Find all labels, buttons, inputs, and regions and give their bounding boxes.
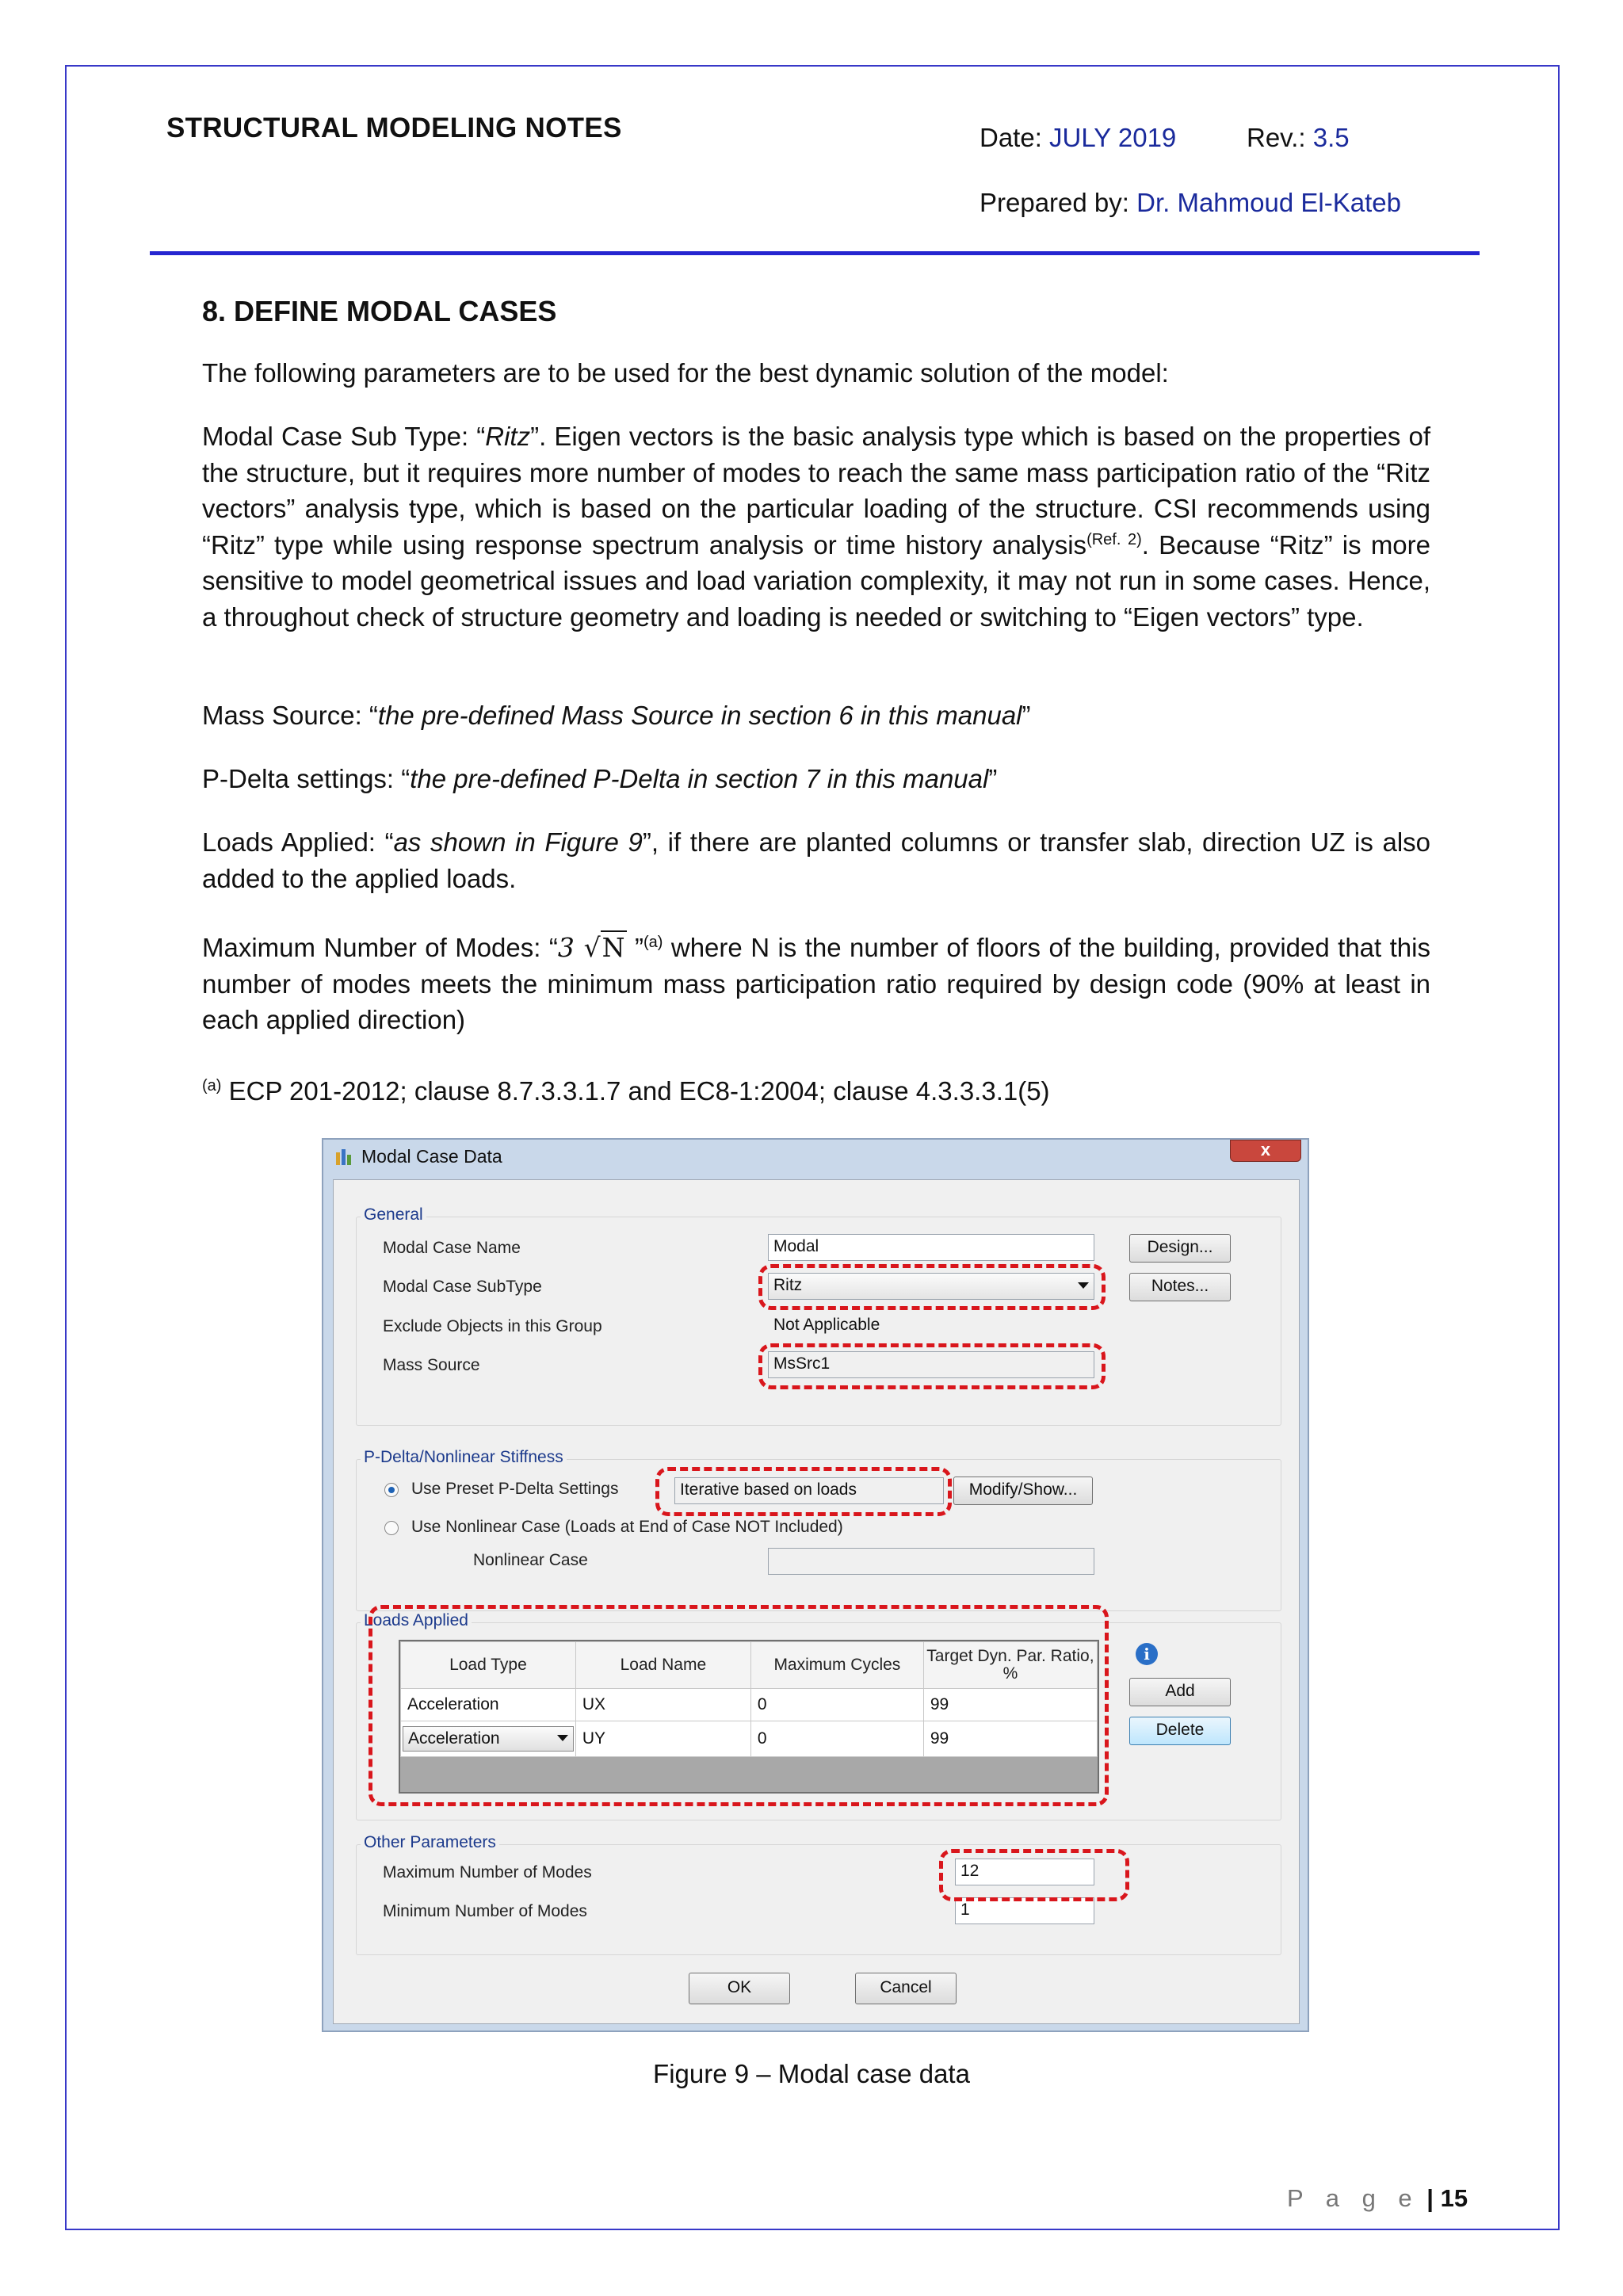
header-date: Date: JULY 2019 <box>980 123 1177 152</box>
modify-show-button[interactable]: Modify/Show... <box>953 1477 1093 1505</box>
pdelta-paragraph: P-Delta settings: “the pre-defined P-Delta in section 7 in this manual” <box>202 764 998 793</box>
preset-pdelta-label: Use Preset P-Delta Settings <box>411 1480 619 1498</box>
add-load-button[interactable]: Add <box>1129 1678 1231 1706</box>
nonlinear-case-label: Nonlinear Case <box>473 1551 588 1569</box>
preset-pdelta-value: Iterative based on loads <box>674 1477 944 1504</box>
modal-case-name-label: Modal Case Name <box>383 1239 521 1257</box>
col-target-ratio[interactable]: Target Dyn. Par. Ratio, % <box>923 1642 1097 1689</box>
nonlinear-case-radio[interactable] <box>384 1521 399 1535</box>
subtype-highlight <box>758 1264 1106 1310</box>
pdelta-group-label: P-Delta/Nonlinear Stiffness <box>361 1448 567 1467</box>
page-number: P a g e | 15 <box>1287 2184 1468 2212</box>
header-revision: Rev.: 3.5 <box>1247 123 1350 152</box>
subtype-paragraph: Modal Case Sub Type: “Ritz”. Eigen vectors is the basic analysis type which is based on the properties of the structure, but it requires more number of modes to reach the same mass participation ratio of the “Ritz vectors” analysis type, which is based on the particular loading of the structure. CSI recommends using “Ritz” type while using response spectrum analysis or time history analysis$^{(Ref. 2)}$. Because “Ritz” is more sensitive to model geometrical issues and load variation complexity, it may not run in some cases. Hence, a throughout check of structure geometry and loading is needed or switching to “Eigen vectors” type. <box>202 422 1430 632</box>
document-title: STRUCTURAL MODELING NOTES <box>166 113 622 143</box>
subtype-label: Modal Case SubType <box>383 1278 542 1296</box>
pdelta-highlight <box>655 1467 952 1516</box>
cell-max-cycles[interactable]: 0 <box>750 1721 923 1757</box>
mass-source-label: Mass Source <box>383 1356 480 1374</box>
col-load-type[interactable]: Load Type <box>401 1642 576 1689</box>
load-type-value: Acceleration <box>408 1729 500 1748</box>
exclude-objects-label: Exclude Objects in this Group <box>383 1317 602 1335</box>
min-modes-label: Minimum Number of Modes <box>383 1902 587 1920</box>
dialog-client <box>333 1179 1300 2024</box>
cell-max-cycles[interactable]: 0 <box>750 1689 923 1721</box>
notes-button[interactable]: Notes... <box>1129 1273 1231 1301</box>
mass-source-value: MsSrc1 <box>768 1351 1094 1378</box>
ok-button[interactable]: OK <box>689 1973 790 2004</box>
exclude-objects-value: Not Applicable <box>768 1312 1094 1339</box>
modal-case-name-input[interactable]: Modal <box>768 1234 1094 1261</box>
other-params-group <box>356 1844 1281 1955</box>
header-divider <box>150 251 1480 255</box>
loads-highlight <box>369 1605 1109 1806</box>
cell-load-name[interactable]: UX <box>575 1689 750 1721</box>
header-author: Prepared by: Dr. Mahmoud El-Kateb <box>980 188 1401 217</box>
other-params-group-label: Other Parameters <box>361 1833 499 1852</box>
design-button[interactable]: Design... <box>1129 1234 1231 1263</box>
intro-paragraph: The following parameters are to be used for the best dynamic solution of the model: <box>202 358 1169 388</box>
dialog-title: Modal Case Data <box>361 1146 502 1167</box>
cell-load-name[interactable]: UY <box>575 1721 750 1757</box>
figure-caption: Figure 9 – Modal case data <box>653 2059 970 2088</box>
app-icon <box>334 1148 353 1167</box>
min-modes-input[interactable]: 1 <box>955 1897 1094 1924</box>
loads-group-label: Loads Applied <box>361 1611 472 1630</box>
nonlinear-case-input[interactable] <box>768 1548 1094 1575</box>
mass-source-paragraph: Mass Source: “the pre-defined Mass Source in section 6 in this manual” <box>202 701 1031 730</box>
cell-target-ratio[interactable]: 99 <box>923 1721 1097 1757</box>
cell-target-ratio[interactable]: 99 <box>923 1689 1097 1721</box>
max-modes-input[interactable]: 12 <box>955 1859 1094 1885</box>
nonlinear-case-option-label: Use Nonlinear Case (Loads at End of Case NOT Included) <box>411 1518 843 1536</box>
general-group-label: General <box>361 1205 426 1224</box>
footnote: $^{(a)}$ ECP 201-2012; clause 8.7.3.3.1.7 and EC8-1:2004; clause 4.3.3.3.1(5) <box>202 1076 1050 1106</box>
cell-load-type[interactable]: Acceleration <box>401 1689 576 1721</box>
col-load-name[interactable]: Load Name <box>575 1642 750 1689</box>
delete-load-button[interactable]: Delete <box>1129 1717 1231 1745</box>
loads-paragraph: Loads Applied: “as shown in Figure 9”, if there are planted columns or transfer slab, direction UZ is also added to the applied loads. <box>202 827 1431 893</box>
preset-pdelta-radio[interactable] <box>384 1483 399 1497</box>
info-icon[interactable]: i <box>1136 1643 1158 1665</box>
mass-source-highlight <box>758 1343 1106 1389</box>
subtype-value: Ritz <box>773 1276 803 1294</box>
col-max-cycles[interactable]: Maximum Cycles <box>750 1642 923 1689</box>
max-modes-highlight <box>939 1849 1129 1901</box>
max-modes-label: Maximum Number of Modes <box>383 1863 592 1881</box>
modal-case-dialog <box>322 1138 1309 2032</box>
close-button[interactable]: x <box>1230 1140 1301 1162</box>
max-modes-paragraph: Maximum Number of Modes: “3 √N ”$^{(a)}$ where N is the number of floors of the building, provided that this number of modes meets the minimum mass participation ratio required by design code (90% at least in each applied direction) <box>202 932 1430 1034</box>
cancel-button[interactable]: Cancel <box>855 1973 957 2004</box>
section-heading: 8. DEFINE MODAL CASES <box>202 295 557 327</box>
